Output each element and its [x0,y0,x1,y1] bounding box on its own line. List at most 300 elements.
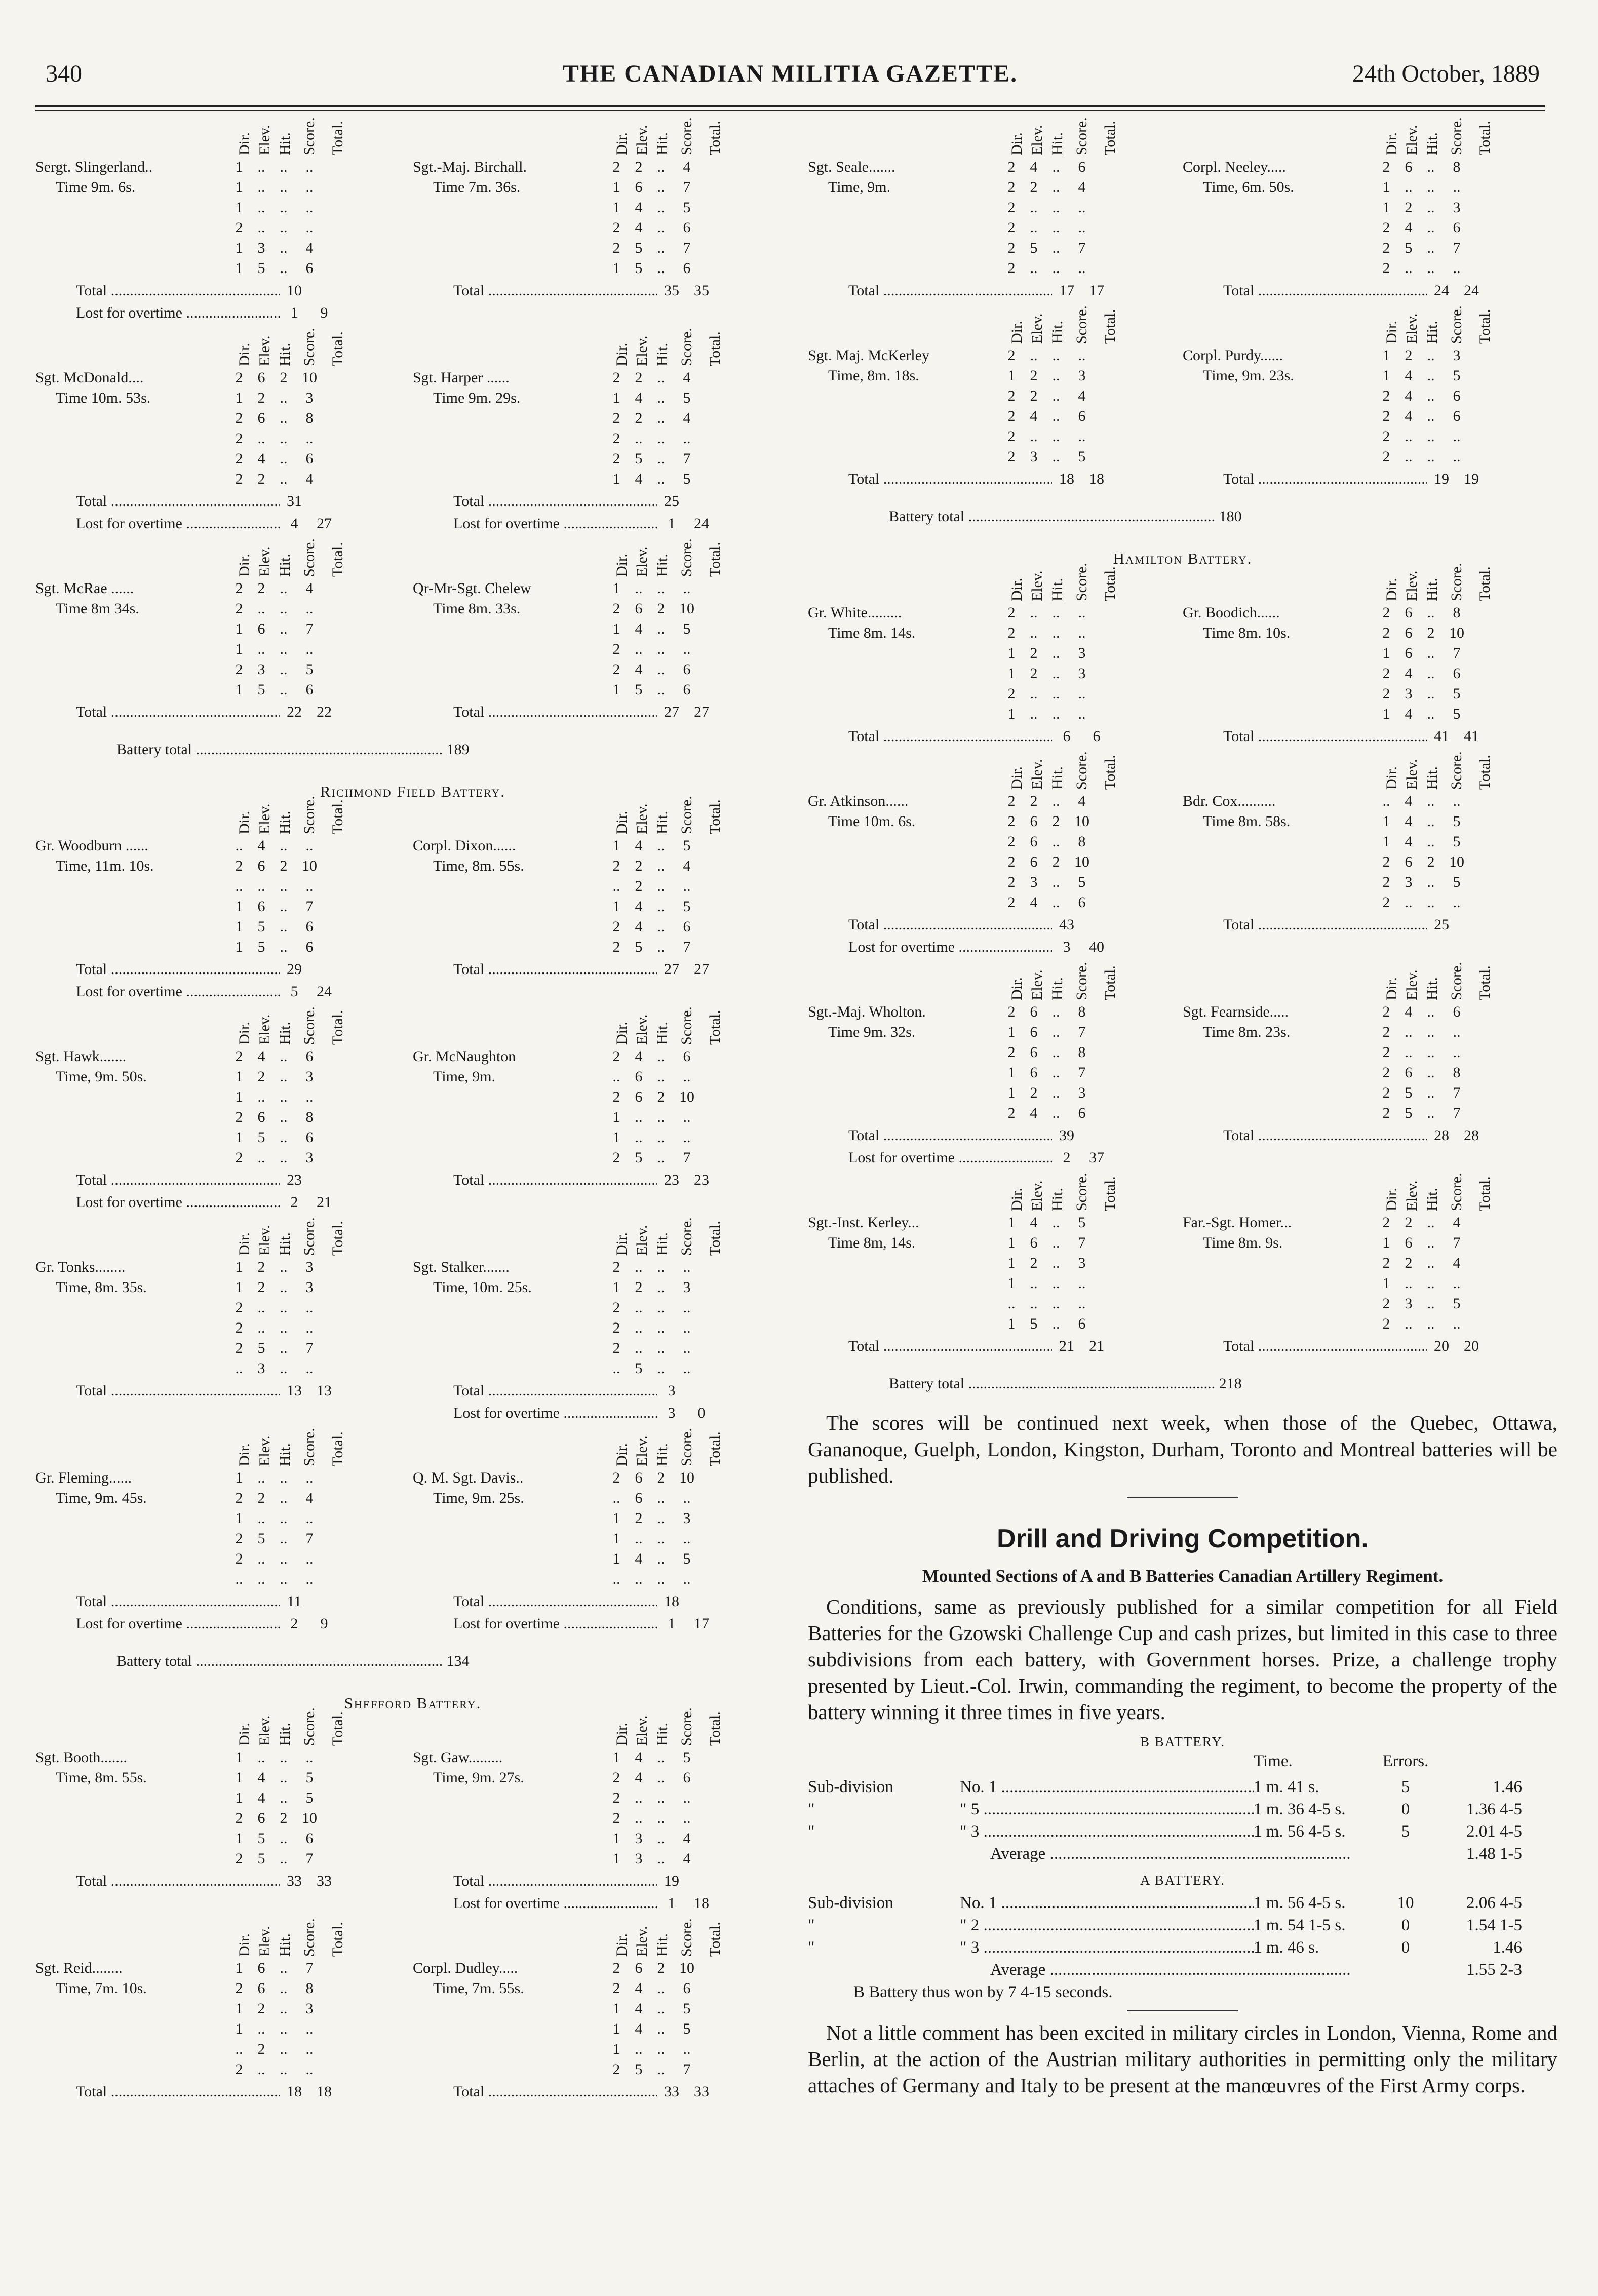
score-cell: .. [657,1068,665,1085]
score-cell: .. [257,1299,265,1316]
total-label: Total ..... [413,493,657,510]
column-header: Dir. [613,811,630,834]
competitor-name: Sgt. Stalker....... [413,1259,510,1275]
score-row [808,601,1183,621]
score-cell: 2 [1382,665,1390,682]
score-row [413,1847,790,1867]
score-cell: 1 [235,1789,243,1806]
column-header: Dir. [236,554,253,577]
score-cell: 2 [1007,853,1016,870]
column-header: Score. [301,1006,318,1045]
score-cell: .. [1427,159,1435,175]
score-cell: 2 [612,939,620,955]
competitor-name: Sergt. Slingerland.. [35,159,153,175]
score-row [1183,1312,1557,1333]
score-row [35,237,413,257]
competitor-time: Time, 8m. 18s. [828,367,919,384]
score-cell: .. [657,661,665,678]
total-label: Total ..... [35,961,280,978]
score-row [1183,1211,1557,1231]
score-cell: 2 [635,1510,643,1527]
score-cell: .. [280,1789,288,1806]
score-row [1183,662,1557,682]
score-cell: 3 [1030,448,1038,465]
score-cell: .. [1453,1044,1461,1061]
score-cell: .. [1453,1315,1461,1332]
column-headers [413,1918,790,1957]
competitor-time: Time, 9m. 50s. [56,1068,147,1085]
score-row [35,407,413,427]
score-row [413,1126,790,1146]
score-cell: 2 [635,369,643,386]
score-row [35,176,413,196]
score-cell: .. [1427,1255,1435,1271]
score-cell: .. [657,471,665,487]
total-score: 10 [287,282,302,299]
score-cell: 2 [1405,199,1413,216]
score-cell: 6 [257,1980,265,1997]
score-cell: 2 [1007,179,1016,196]
score-cell: .. [280,260,288,277]
column-header: Hit. [1049,1188,1066,1211]
score-entry [35,1006,413,1211]
score-cell: 3 [257,661,265,678]
drill-row [808,1774,1557,1797]
score-row [808,850,1183,871]
score-row [35,854,413,875]
score-cell: .. [257,600,265,617]
column-header: Dir. [236,1933,253,1957]
score-cell: .. [1052,685,1060,702]
score-cell: .. [280,1149,288,1166]
score-row [413,1106,790,1126]
score-cell: .. [683,1340,691,1356]
score-cell: 6 [257,1960,265,1976]
score-cell: .. [280,471,288,487]
drill-result: 1.46 [1493,1778,1522,1796]
column-header: Total. [707,121,723,155]
score-cell: .. [257,641,265,657]
subdivision-number: " 3 ..... [960,1938,1254,1957]
score-cell: 1 [235,1830,243,1847]
score-cell: 2 [1382,408,1390,424]
column-header: Hit. [277,343,293,366]
score-entry [413,117,790,322]
score-cell: .. [683,430,691,447]
competitor-time: Time 8m. 58s. [1203,813,1291,830]
score-cell: 1 [612,580,620,597]
total-final: 17 [1089,282,1104,299]
column-header: Hit. [1424,766,1440,790]
score-cell: 2 [1382,1084,1390,1101]
score-row [35,1276,413,1296]
score-cell: .. [1030,199,1038,216]
score-row [808,257,1183,277]
score-cell: 1 [235,939,243,955]
score-row [413,196,790,216]
total-line [35,299,413,322]
column-header: Total. [707,1922,723,1957]
total-line [35,978,413,1000]
total-label: Total ..... [413,1172,657,1189]
total-score: 1 [668,515,676,532]
score-cell: .. [257,159,265,175]
score-cell: .. [280,1279,288,1296]
score-row [808,425,1183,445]
competitor-time: Time 8m 34s. [56,600,139,617]
score-cell: 1 [612,1850,620,1867]
score-cell: 6 [683,1980,691,1997]
score-cell: 2 [1007,813,1016,830]
score-row [808,790,1183,810]
score-cell: .. [1052,793,1060,809]
competitor-name: Sgt.-Maj. Birchall. [413,159,527,175]
total-final: 17 [694,1615,709,1632]
score-row [35,1256,413,1276]
total-final: 41 [1464,728,1479,745]
score-row [808,891,1183,911]
score-cell: .. [280,1259,288,1275]
score-cell: 1 [235,1769,243,1786]
score-row [413,1487,790,1507]
drill-row [808,1890,1557,1913]
score-cell: 7 [305,620,314,637]
total-line [808,1144,1183,1166]
column-header: Total. [1102,965,1118,1000]
score-cell: 1 [235,1469,243,1486]
score-cell: 6 [635,179,643,196]
competitor-name: Gr. Fleming...... [35,1469,132,1486]
score-cell: 10 [679,600,694,617]
score-row [35,1527,413,1547]
score-cell: 2 [1427,853,1435,870]
score-row [413,1045,790,1065]
column-header: Score. [1448,962,1465,1000]
score-cell: 7 [1453,240,1461,256]
total-final: 40 [1089,939,1104,955]
subdivision-number: " 2 ..... [960,1916,1254,1935]
score-cell: 2 [612,1048,620,1065]
column-header: Dir. [1008,132,1025,155]
column-header: Score. [1448,305,1465,344]
score-cell: .. [635,430,643,447]
subdivision-label: Sub-division [808,1778,893,1796]
score-cell: 2 [612,159,620,175]
score-row [35,1568,413,1588]
score-cell: 1 [1007,1234,1016,1251]
score-row [35,875,413,895]
score-cell: 1 [1007,665,1016,682]
score-cell: .. [280,1960,288,1976]
score-cell: 4 [305,1490,314,1506]
score-cell: 10 [1074,853,1089,870]
column-headers [35,1428,413,1466]
score-cell: 1 [235,918,243,935]
score-cell: 5 [1405,1084,1413,1101]
score-cell: .. [1427,240,1435,256]
column-headers [1183,962,1557,1000]
total-score: 5 [290,983,298,1000]
column-header: Total. [1476,755,1493,790]
subdivision-label: " [808,1938,815,1957]
score-cell: .. [235,1571,243,1587]
competitor-time: Time 9m. 6s. [56,179,136,196]
score-cell: 4 [1030,1214,1038,1231]
score-cell: .. [1052,260,1060,277]
score-cell: .. [683,1490,691,1506]
score-cell: 2 [235,219,243,236]
score-cell: 4 [635,898,643,915]
score-cell: .. [1030,428,1038,445]
score-row [1183,425,1557,445]
competitor-time: Time 9m. 32s. [828,1024,916,1040]
total-score: 6 [1063,728,1071,745]
score-row [413,597,790,617]
total-label: Total ..... [413,1593,657,1610]
total-label: Total ..... [35,1873,280,1890]
score-cell: 2 [1030,793,1038,809]
competitor-name: Sgt. Gaw......... [413,1749,503,1766]
score-cell: 2 [1052,853,1060,870]
score-cell: 6 [257,898,265,915]
competitor-time: Time, 9m. 23s. [1203,367,1294,384]
score-cell: .. [1052,179,1060,196]
score-cell: .. [1052,894,1060,911]
total-line [413,956,790,978]
score-row [35,1146,413,1166]
score-cell: .. [683,1129,691,1146]
total-score: 2 [1063,1149,1071,1166]
drill-result: 1.46 [1493,1938,1522,1957]
column-header: Hit. [654,132,671,155]
score-cell: .. [280,898,288,915]
total-label: Total ..... [808,728,1052,745]
drill-errors: 0 [1401,1938,1410,1957]
score-cell: 4 [305,240,314,256]
score-cell: 8 [305,1109,314,1125]
score-cell: 2 [257,1259,265,1275]
score-row [413,2017,790,2038]
score-cell: 7 [683,240,691,256]
score-cell: 4 [1405,813,1413,830]
column-header: Total. [329,1221,346,1256]
score-row [808,1041,1183,1061]
section-title: Richmond Field Battery. [320,783,506,800]
score-cell: 5 [305,1789,314,1806]
left-column [35,117,790,2119]
score-cell: 3 [1030,874,1038,890]
column-headers [808,305,1183,344]
score-cell: 6 [1453,408,1461,424]
score-cell: 7 [1453,1234,1461,1251]
score-cell: 8 [1453,159,1461,175]
total-line [1183,1122,1557,1144]
column-header: Total. [1476,121,1493,155]
competitor-time: Time 8m. 23s. [1203,1024,1291,1040]
score-cell: .. [1427,1044,1435,1061]
score-cell: .. [280,661,288,678]
column-header: Total. [329,1711,346,1746]
score-row [413,1085,790,1106]
battery-total: Battery total ................................................................. 134 [116,1653,470,1669]
score-cell: .. [1427,347,1435,364]
score-cell: .. [1405,894,1413,911]
score-row [808,1272,1183,1292]
score-cell: 5 [683,837,691,854]
score-cell: 5 [683,2000,691,2017]
score-row [808,871,1183,891]
score-cell: .. [657,1550,665,1567]
score-cell: 1 [235,1129,243,1146]
score-cell: 5 [635,260,643,277]
total-line [1183,277,1557,299]
total-score: 2 [290,1194,298,1211]
battery-total-value: 180 [1219,508,1242,525]
score-row [35,1957,413,1977]
score-row [1183,810,1557,830]
score-cell: 4 [1030,408,1038,424]
score-cell: 2 [235,1340,243,1356]
score-cell: .. [235,878,243,894]
score-cell: 5 [635,450,643,467]
competitor-time: Time 8m. 14s. [828,625,916,641]
score-row [808,1000,1183,1021]
score-cell: .. [1052,1275,1060,1292]
score-cell: 1 [612,1749,620,1766]
total-label: Lost for overtime ..... [413,1405,657,1422]
column-header: Dir. [1008,578,1025,601]
competitor-name: Gr. Tonks........ [35,1259,126,1275]
total-score: 18 [664,1593,679,1610]
score-cell: .. [280,620,288,637]
score-cell: 10 [1449,625,1464,641]
column-header: Elev. [256,125,273,155]
score-row [413,1357,790,1377]
score-cell: 5 [683,199,691,216]
score-cell: 2 [1007,428,1016,445]
subdivision-number: " 5 ..... [960,1800,1254,1819]
column-headers [413,1006,790,1045]
score-cell: .. [657,1299,665,1316]
score-cell: 2 [257,580,265,597]
score-cell: 7 [683,1149,691,1166]
score-entry [35,117,413,322]
score-row [413,407,790,427]
score-cell: 1 [235,159,243,175]
score-row [35,1316,413,1337]
column-header: Score. [678,328,695,366]
score-cell: 6 [305,260,314,277]
score-cell: .. [657,918,665,935]
score-cell: 2 [257,1279,265,1296]
score-cell: .. [1052,625,1060,641]
score-cell: 2 [280,858,288,874]
score-cell: 3 [257,1360,265,1377]
score-cell: 2 [235,661,243,678]
column-header: Hit. [1049,578,1066,601]
score-cell: 2 [1382,387,1390,404]
total-label: Total ..... [413,1873,657,1890]
score-cell: .. [257,1088,265,1105]
score-cell: 8 [1453,604,1461,621]
score-cell: .. [657,641,665,657]
score-cell: 2 [657,1088,665,1105]
total-score: 22 [287,704,302,720]
score-row [1183,601,1557,621]
total-label: Total ..... [808,1127,1052,1144]
competitor-time: Time 8m. 10s. [1203,625,1291,641]
column-header: Elev. [634,1225,650,1256]
column-header: Score. [1073,305,1090,344]
score-cell: .. [1030,260,1038,277]
score-cell: .. [635,1129,643,1146]
score-cell: 2 [235,1810,243,1826]
score-cell: 3 [1078,367,1086,384]
score-cell: .. [280,1360,288,1377]
score-cell: .. [305,2020,314,2037]
column-header: Dir. [1008,321,1025,344]
total-label: Total ..... [1183,471,1427,488]
score-cell: 2 [1382,240,1390,256]
score-cell: 2 [1007,408,1016,424]
score-cell: 6 [1405,1234,1413,1251]
score-cell: 2 [1382,159,1390,175]
score-cell: 2 [257,2041,265,2057]
score-row [35,1786,413,1807]
score-cell: .. [305,1510,314,1527]
column-header: Dir. [236,132,253,155]
score-cell: .. [280,837,288,854]
score-cell: 1 [235,641,243,657]
total-final: 22 [317,704,332,720]
score-cell: 5 [683,898,691,915]
score-cell: .. [305,641,314,657]
score-cell: 1 [612,1550,620,1567]
score-cell: 2 [1007,347,1016,364]
score-entry [808,563,1183,745]
score-cell: .. [280,2020,288,2037]
total-line [413,1890,790,1912]
column-header: Elev. [256,1435,273,1466]
score-cell: 4 [635,1980,643,1997]
score-entry [413,538,790,721]
score-cell: .. [305,2061,314,2078]
score-cell: 2 [612,1810,620,1826]
score-cell: .. [305,159,314,175]
score-cell: .. [280,1068,288,1085]
score-cell: .. [657,878,665,894]
score-cell: .. [1030,706,1038,722]
total-score: 11 [287,1593,302,1610]
score-entry [35,1428,413,1632]
score-cell: .. [305,2041,314,2057]
column-header: Total. [1476,965,1493,1000]
score-cell: .. [612,1571,620,1587]
score-cell: 1 [235,260,243,277]
score-cell: 2 [612,219,620,236]
score-cell: 6 [1405,604,1413,621]
score-cell: 6 [305,1830,314,1847]
score-cell: .. [1052,1044,1060,1061]
score-entry [35,538,413,721]
score-cell: .. [1427,1275,1435,1292]
score-cell: 2 [1007,159,1016,175]
total-label: Total ..... [35,282,280,299]
score-cell: 2 [1427,625,1435,641]
score-cell: 6 [635,1088,643,1105]
score-cell: 2 [612,1340,620,1356]
competitor-name: Sgt. Maj. McKerley [808,347,929,364]
